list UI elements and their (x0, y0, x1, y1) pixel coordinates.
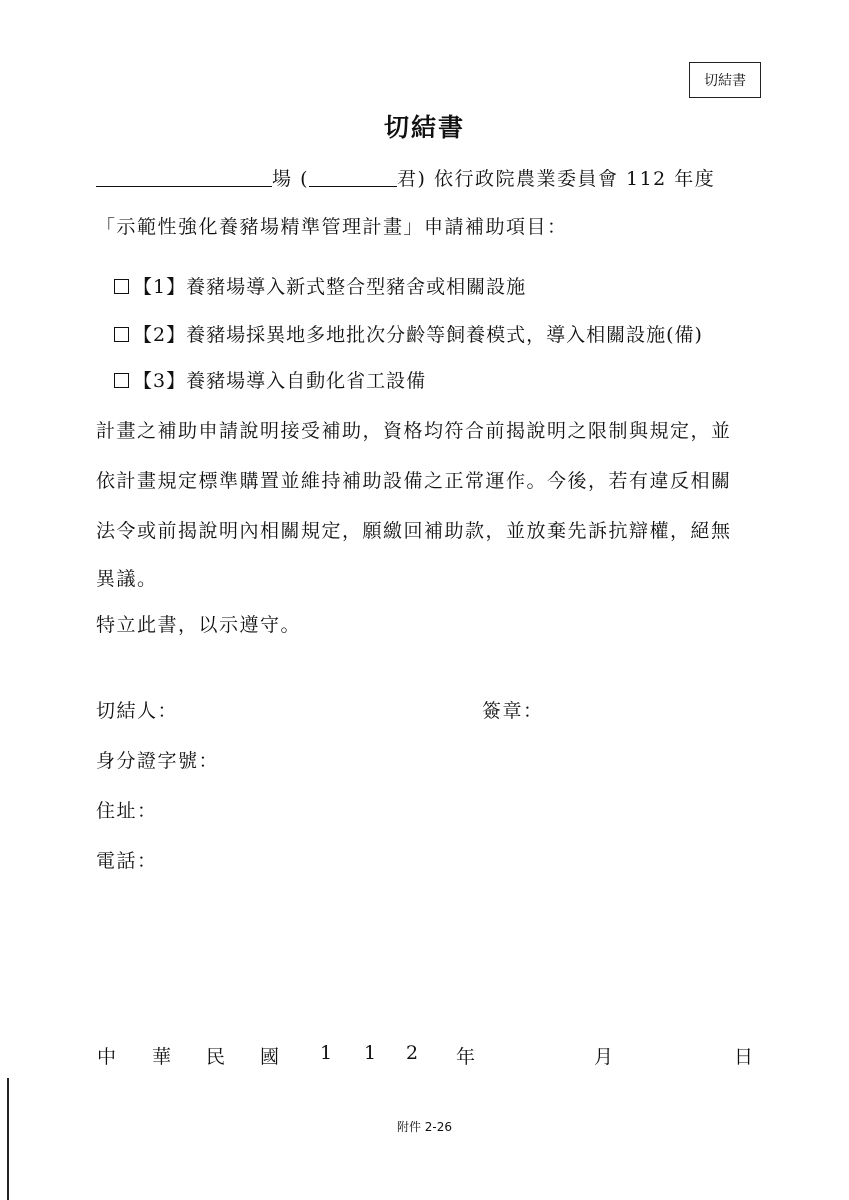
subsidy-item-3-label: 【3】養豬場導入自動化省工設備 (133, 370, 427, 392)
subsidy-item-3-checkbox[interactable] (114, 373, 129, 388)
owner-name-blank[interactable] (309, 166, 397, 187)
date-char-min: 民 (206, 1046, 226, 1068)
seal-label: 簽章： (482, 700, 544, 722)
date-char-guo: 國 (260, 1046, 280, 1068)
plan-line: 「示範性強化養豬場精準管理計畫」申請補助項目： (96, 216, 568, 238)
name-open-paren: ( (300, 168, 309, 190)
date-char-hua: 華 (152, 1046, 172, 1068)
signatory-label: 切結人： (96, 700, 179, 722)
date-month-label: 月 (594, 1046, 614, 1068)
paragraph-line-3: 法令或前揭說明內相關規定，願繳回補助款，並放棄先訴抗辯權，絕無 (96, 520, 732, 542)
date-year-digit-1: 1 (320, 1042, 333, 1064)
address-label: 住址： (96, 800, 158, 822)
document-type-label: 切結書 (704, 73, 746, 89)
date-char-zhong: 中 (97, 1046, 117, 1068)
subsidy-item-2-checkbox[interactable] (114, 327, 129, 342)
document-title: 切結書 (383, 113, 465, 142)
paragraph-line-1: 計畫之補助申請說明接受補助，資格均符合前揭說明之限制與規定，並 (96, 420, 732, 442)
farm-suffix: 場 (272, 168, 293, 190)
page-footer: 附件 2-26 (396, 1120, 453, 1134)
subsidy-item-1 (114, 272, 526, 299)
scan-edge-line (7, 1078, 9, 1200)
phone-label: 電話： (96, 850, 158, 872)
subsidy-item-3 (114, 366, 426, 393)
document-type-box (689, 62, 761, 98)
declaration-header-line (96, 164, 715, 191)
name-suffix: 君) (396, 168, 427, 190)
paragraph-line-4: 異議。 (96, 568, 158, 590)
date-year-digit-2: 1 (364, 1042, 377, 1064)
header-rest-text: 依行政院農業委員會 112 年度 (433, 168, 716, 190)
subsidy-item-2-label: 【2】養豬場採異地多地批次分齡等飼養模式，導入相關設施(備) (133, 324, 703, 346)
subsidy-item-1-checkbox[interactable] (114, 279, 129, 294)
date-year-digit-3: 2 (406, 1042, 419, 1064)
closing-statement: 特立此書，以示遵守。 (96, 614, 302, 636)
farm-name-blank[interactable] (96, 166, 272, 187)
date-year-label: 年 (456, 1046, 476, 1068)
date-day-label: 日 (734, 1046, 754, 1068)
paragraph-line-2: 依計畫規定標準購置並維持補助設備之正常運作。今後，若有違反相關 (96, 470, 732, 492)
id-number-label: 身分證字號： (96, 750, 220, 772)
subsidy-item-1-label: 【1】養豬場導入新式整合型豬舍或相關設施 (133, 276, 527, 298)
subsidy-item-2 (114, 320, 703, 347)
